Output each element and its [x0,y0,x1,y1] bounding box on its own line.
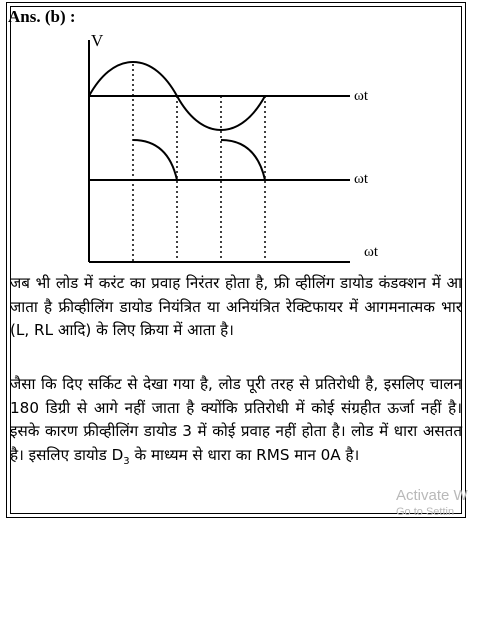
time-axis-3-label: ωt [364,244,379,260]
waveform-figure [0,0,480,270]
watermark-line-1: Activate W [396,487,468,504]
current-arc-1 [133,140,177,180]
explanation-paragraph-1: जब भी लोड में करंट का प्रवाह निरंतर होता है, फ्री व्हीलिंग डायोड कंडक्शन में आ जाता है फ्रीव्हीलिंग डायोड नियंत्रित या अनियंत्रित रेक्टिफायर में आगमनात्मक भार (L, RL आदि) के लिए क्रिया में आता है। [10,274,462,339]
watermark-line-2: Go to Settin [396,506,455,518]
explanation-paragraph-2 [10,373,462,473]
current-arc-2 [221,140,265,180]
paragraph-2-text: जैसा कि दिए सर्किट से देखा गया है, लोड पूरी तरह से प्रतिरोधी है, इसलिए चालन 180 डिग्री से आगे नहीं जाता है क्योंकि प्रतिरोधी में कोई संग्रहीत ऊर्जा नहीं है। इसके कारण फ्रीव्हीलिंग डायोड 3 में कोई प्रवाह नहीं होता है। लोड में धारा असतत है। इसलिए डायोड D [10,375,462,464]
diode-subscript: 3 [123,455,130,467]
activate-windows-watermark [396,487,468,518]
time-axis-1-label: ωt [354,88,369,104]
y-axis-label: V [91,31,104,50]
paragraph-2-tail: के माध्यम से धारा का RMS मान 0A है। [129,445,360,464]
time-axis-2-label: ωt [354,171,369,187]
answer-label: Ans. (b) : [8,7,76,26]
